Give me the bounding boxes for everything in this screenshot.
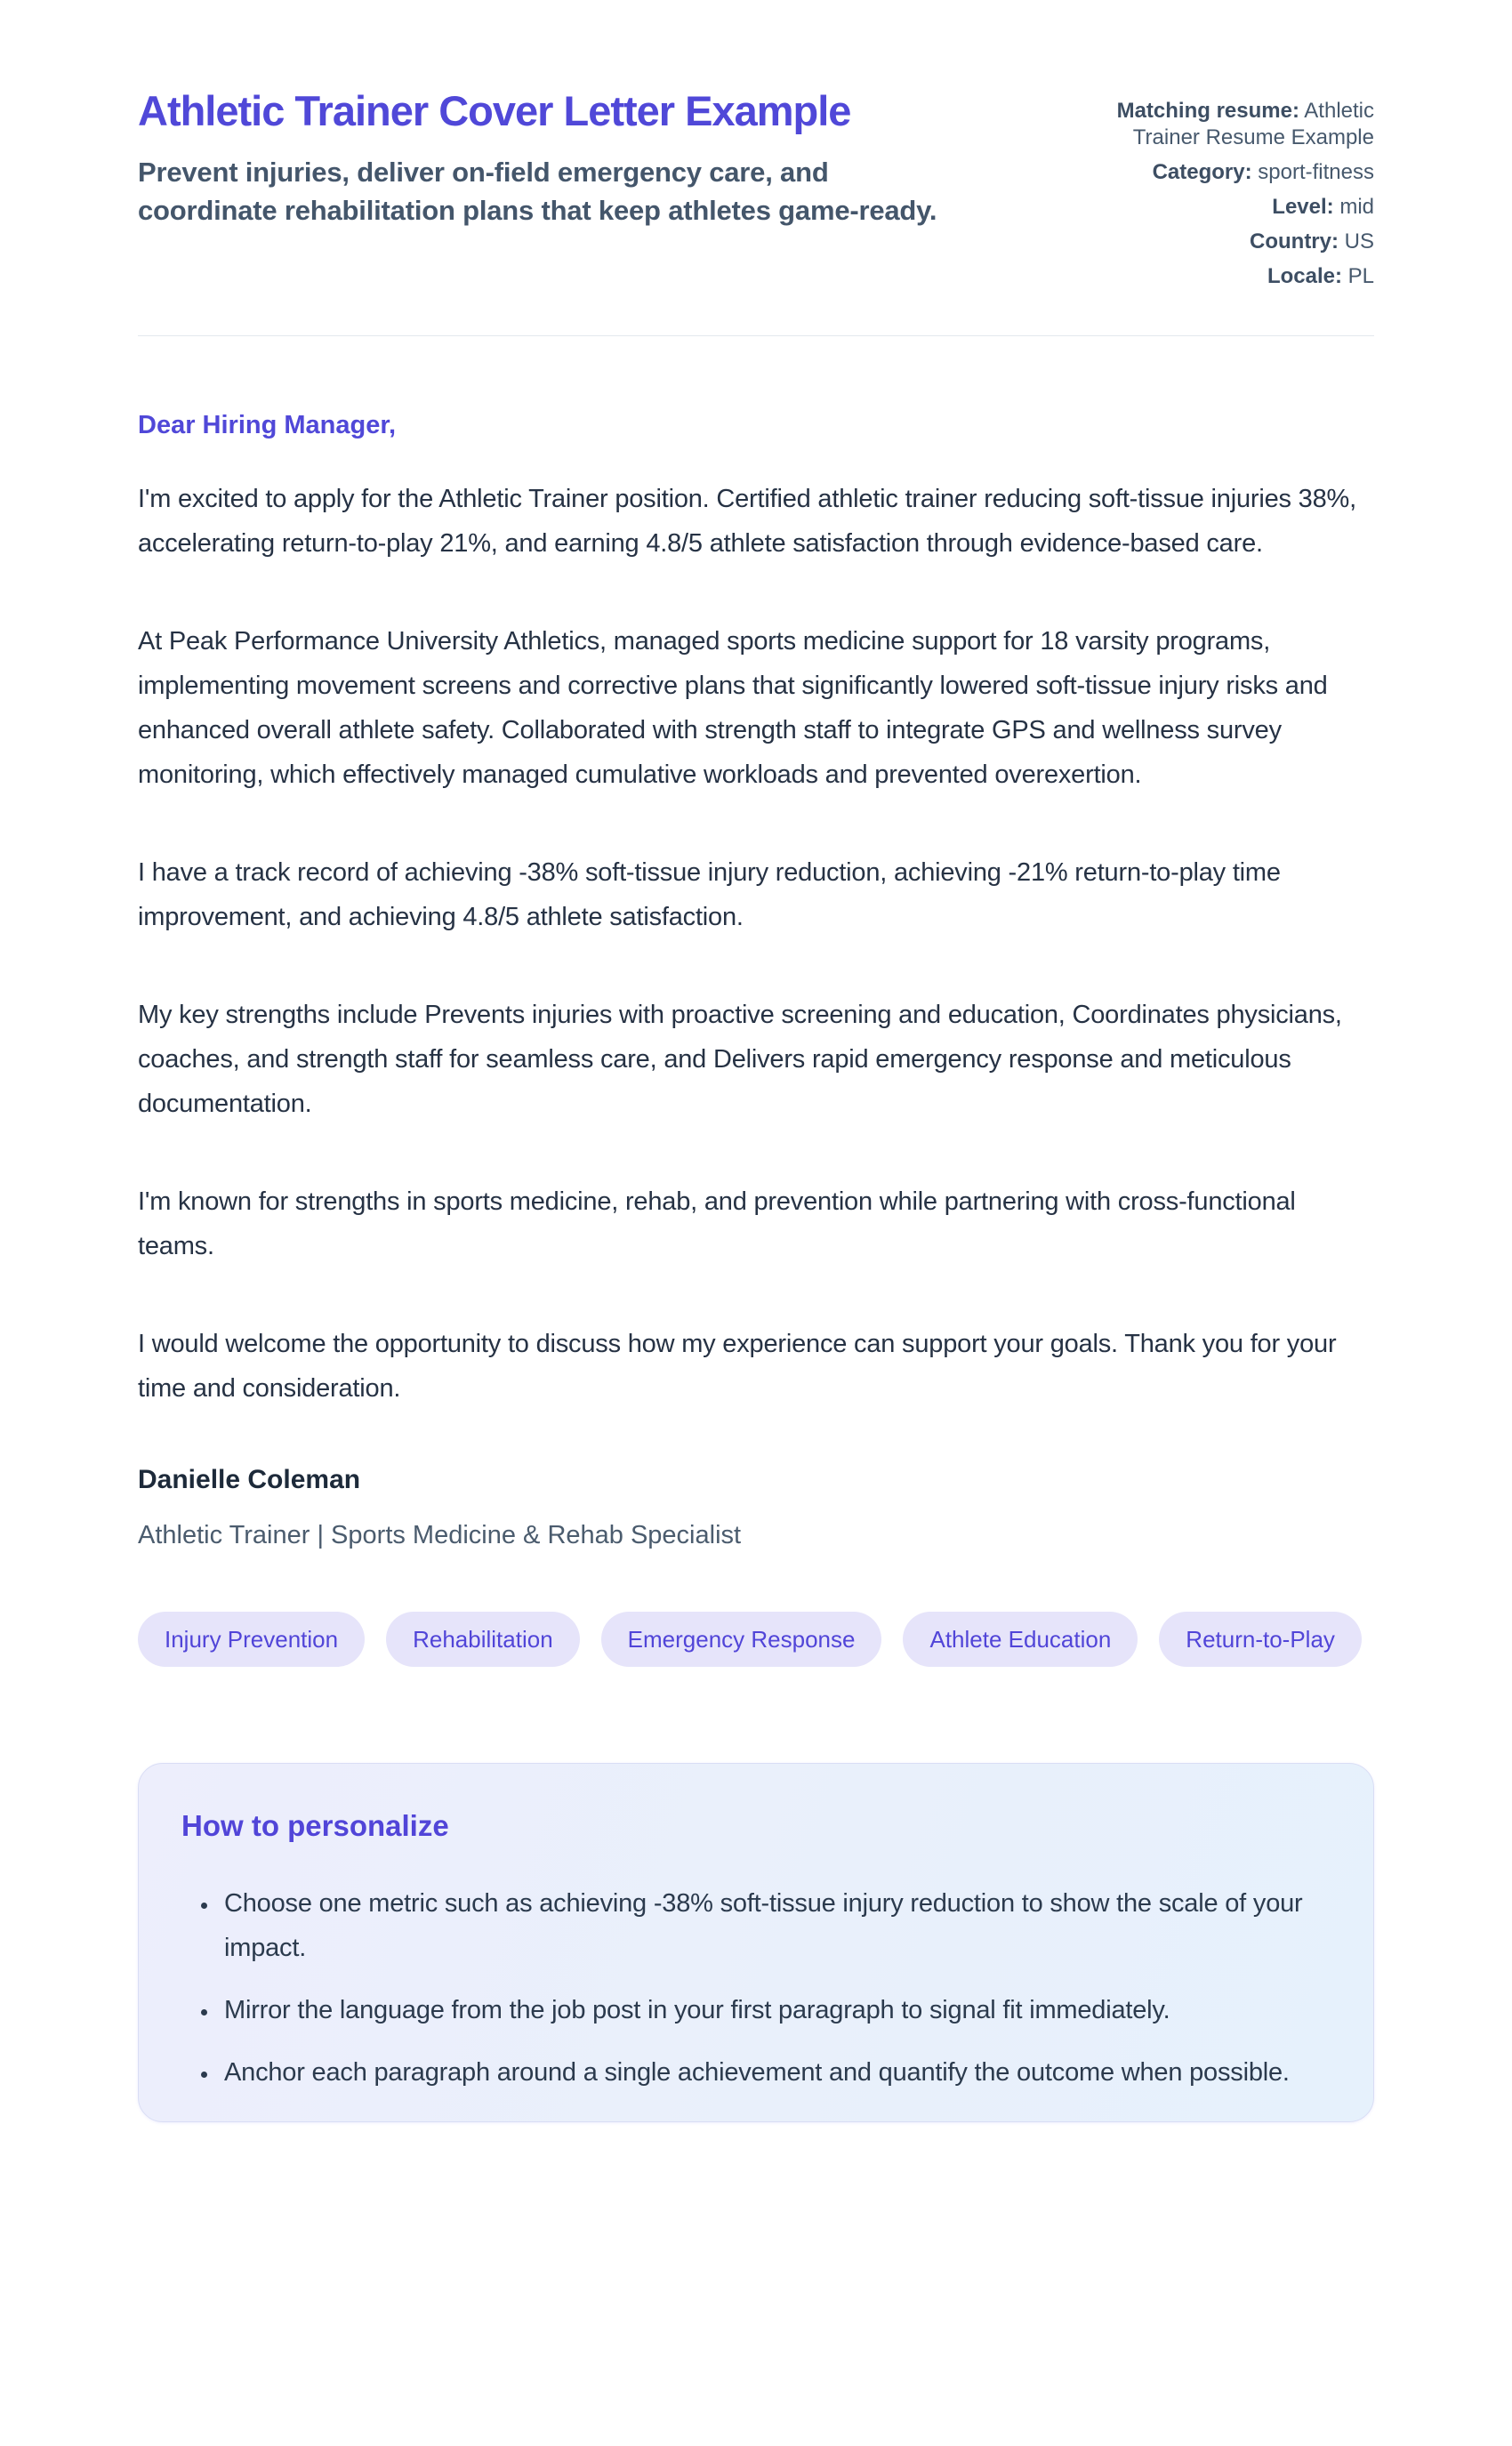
meta-category [1098, 159, 1374, 186]
meta-value: Athletic Trainer Resume Example [1132, 99, 1374, 149]
meta-value: mid [1339, 195, 1374, 219]
header-divider [138, 335, 1374, 336]
tip-item: • Choose one metric such as achieving -38% soft-tissue injury reduction to show the scale of your impact. [219, 1881, 1331, 1970]
meta-locale [1098, 263, 1374, 290]
meta-matching-resume [1098, 98, 1374, 151]
signature-name: Danielle Coleman [138, 1465, 361, 1494]
tag-return-to-play: Return-to-Play [1159, 1612, 1362, 1667]
meta-label: Locale: [1267, 264, 1342, 288]
letter-signature [138, 1464, 1374, 1551]
page-subtitle: Prevent injuries, deliver on-field emergency care, and coordinate rehabilitation plans that keep athletes game-ready. [138, 157, 937, 227]
resume-meta-block [1098, 85, 1374, 298]
meta-value: PL [1347, 264, 1374, 288]
tag-emergency-response: Emergency Response [601, 1612, 882, 1667]
meta-country [1098, 229, 1374, 255]
meta-value: US [1344, 229, 1374, 253]
signature-title: Athletic Trainer | Sports Medicine & Rehab Specialist [138, 1521, 742, 1549]
cover-letter-page [138, 0, 1374, 2207]
page-header [138, 85, 1374, 298]
letter-paragraph: I'm known for strengths in sports medicine, rehab, and prevention while partnering with cross-functional teams. [138, 1187, 1296, 1260]
letter-greeting: Dear Hiring Manager, [138, 411, 397, 439]
tag-rehabilitation: Rehabilitation [386, 1612, 580, 1667]
letter-paragraph: I'm excited to apply for the Athletic Trainer position. Certified athletic trainer reducing soft-tissue injuries 38%, accelerating return-to-play 21%, and earning 4.8/5 athlete satisfaction through evidence-based care. [138, 485, 1356, 558]
tag-injury-prevention: Injury Prevention [138, 1612, 365, 1667]
tips-heading: How to personalize [181, 1809, 449, 1842]
header-title-block [138, 85, 1063, 230]
letter-paragraph: I have a track record of achieving -38% soft-tissue injury reduction, achieving -21% return-to-play time improvement, and achieving 4.8/5 athlete satisfaction. [138, 858, 1281, 931]
how-to-personalize-box [138, 1763, 1374, 2122]
meta-label: Country: [1250, 229, 1339, 253]
meta-label: Matching resume: [1116, 99, 1299, 123]
meta-level [1098, 194, 1374, 221]
tag-athlete-education: Athlete Education [903, 1612, 1138, 1667]
meta-label: Category: [1152, 160, 1252, 184]
meta-value: sport-fitness [1258, 160, 1374, 184]
tips-list [181, 1881, 1331, 2095]
meta-label: Level: [1272, 195, 1334, 219]
tip-item: • Anchor each paragraph around a single achievement and quantify the outcome when possible. [219, 2050, 1331, 2095]
page-title: Athletic Trainer Cover Letter Example [138, 87, 851, 134]
letter-paragraph: At Peak Performance University Athletics, managed sports medicine support for 18 varsity programs, implementing movement screens and corrective plans that significantly lowered soft-tissue injury risks and enhanced overall athlete safety. Collaborated with strength staff to integrate GPS and wellness survey monitoring, which effectively managed cumulative workloads and prevented overexertion. [138, 627, 1328, 789]
tip-item: • Mirror the language from the job post in your first paragraph to signal fit immediately. [219, 1988, 1331, 2032]
letter-paragraph: I would welcome the opportunity to discuss how my experience can support your goals. Thank you for your time and consideration. [138, 1330, 1337, 1403]
letter-body [138, 409, 1374, 1551]
skill-tags [138, 1612, 1374, 1667]
letter-paragraph: My key strengths include Prevents injuries with proactive screening and education, Coordinates physicians, coaches, and strength staff for seamless care, and Delivers rapid emergency response and meticulous documentation. [138, 1001, 1342, 1118]
